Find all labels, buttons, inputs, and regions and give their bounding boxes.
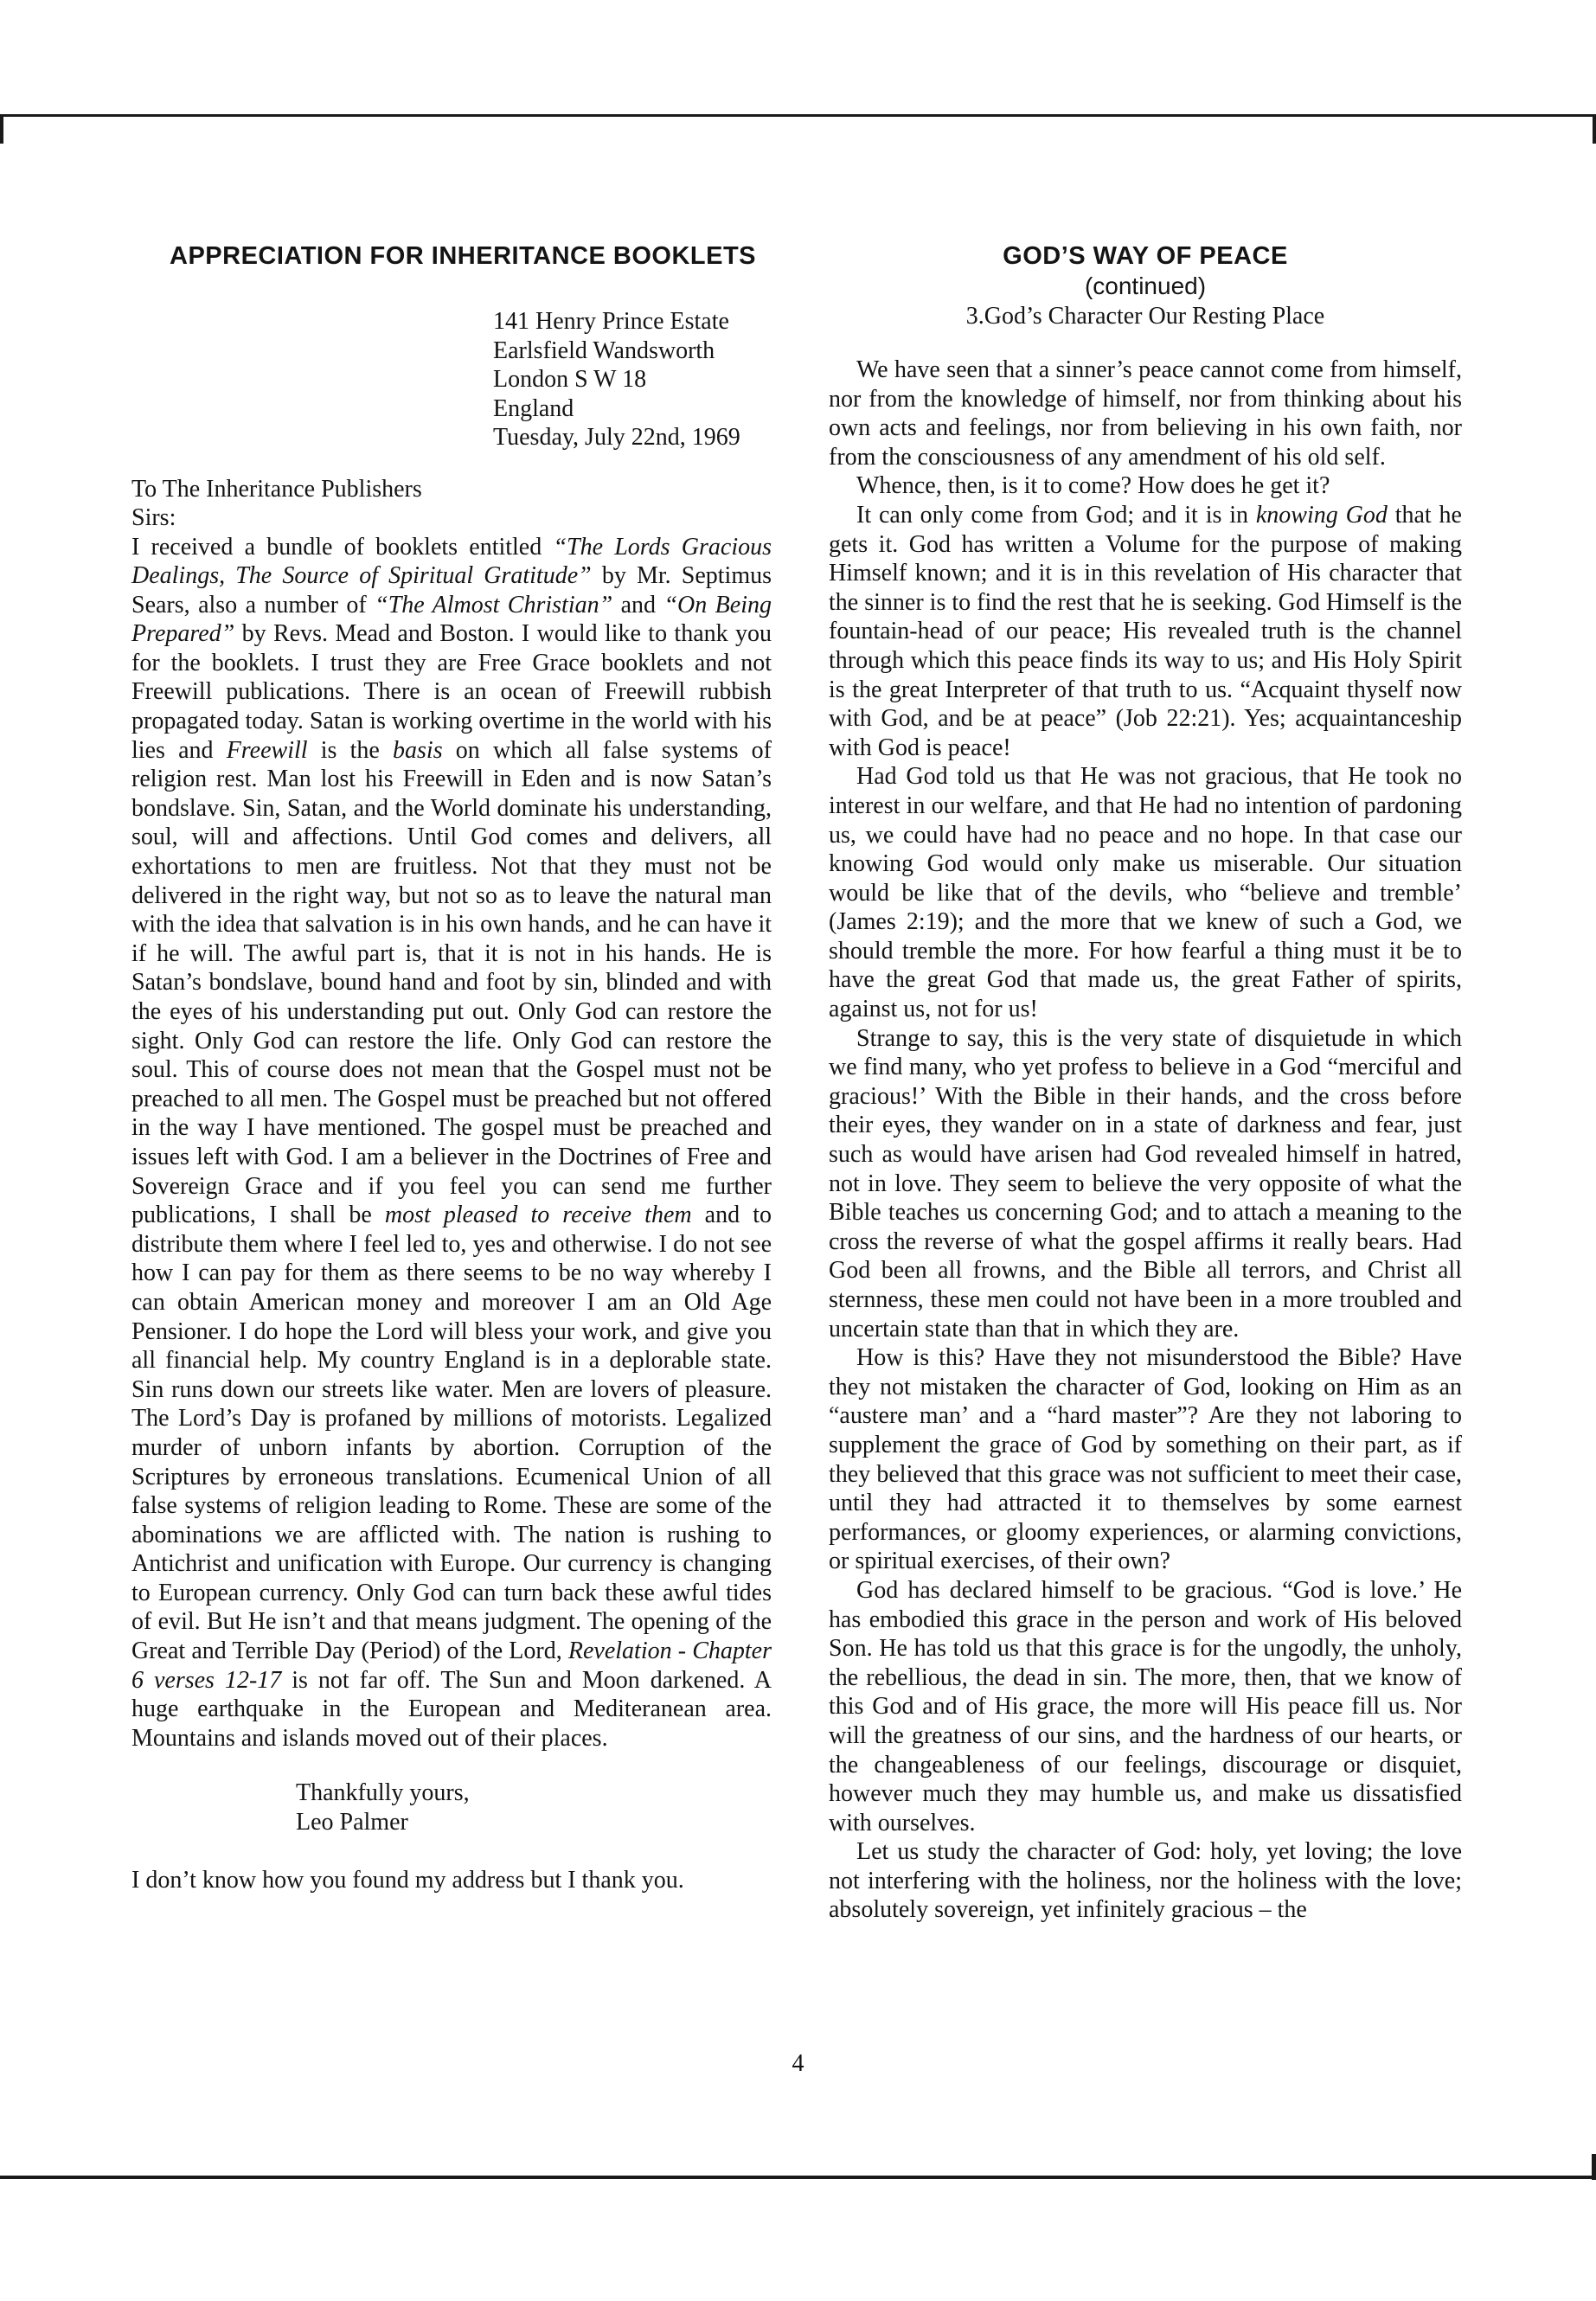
page-number: 4 [792,2050,804,2077]
closing [296,1779,772,1836]
letter-date: Tuesday, July 22nd, 1969 [493,424,740,451]
article-paragraph [829,1343,1462,1576]
text-run: God has declared himself to be gracious. “God is love.’ He has embodied this grace in the person and work of His beloved Son. He has told us that this grace is for the ungodly, the unholy, the rebellious, the dead in sin. The more, then, that we know of this God and of His grace, the more will His peace fill us. Nor will the greatness of our sins, and the hardness of our hearts, or the changeableness of our feelings, discourage or disquiet, however much they may humble us, and make us dissatisfied with ourselves. [829,1576,1462,1836]
article-paragraph [829,501,1462,762]
text-run: Let us study the character of God: holy, yet loving; the love not interfering with the holiness, nor the holiness with the love; absolutely sovereign, yet infinitely gracious – the [829,1838,1462,1924]
text-run: Had God told us that He was not gracious, that He took no interest in our welfare, and that He had no intention of pardoning us, we could have had no peace and no hope. In that case our knowing God would only make us miserable. Our situation would be like that of the devils, who “believe and tremble’ (James 2:19); and the more that we knew of such a God, we should tremble the more. For how fearful a thing must it be to have the great God that made us, the great Father of spirits, against us, not for us! [829,763,1462,1023]
top-right-corner-mark [1593,114,1596,144]
text-run: is the [307,736,394,764]
left-column [131,242,772,1895]
bottom-rule [0,2176,1596,2179]
article-heading: GOD’S WAY OF PEACE [1003,242,1288,270]
address-line: Earlsfield Wandsworth [493,336,715,364]
bottom-right-corner-mark [1592,2154,1596,2180]
address-line: England [493,394,574,422]
address-line: London S W 18 [493,366,647,393]
article-paragraph [829,762,1462,1023]
text-run: is not far off. The Sun and Moon darkened. A huge earthquake in the European and Mediteranean area. Mountains and islands moved out of their places. [131,1666,772,1752]
italic-text: most pleased to receive them [384,1202,692,1229]
text-run: and [612,591,664,619]
italic-text: “On Being Prepared” [131,591,772,648]
text-run: that he gets it. God has written a Volume for the purpose of making Himself known; and it is in this revelation of His character that the sinner is to find the rest that he is seeking. God Himself is the fountain-head of our peace; His revealed truth is the channel through which this peace finds its way to us; and His Holy Spirit is the great Interpreter of that truth to us. “Acquaint thyself now with God, and be at peace” (Job 22:21). Yes; acquaintanceship with God is peace! [829,501,1462,761]
closing-phrase: Thankfully yours, [296,1779,470,1807]
sender-address [493,307,772,452]
postscript: I don’t know how you found my address but I thank you. [131,1867,684,1894]
article-paragraph [829,471,1462,501]
italic-text: basis [393,736,443,764]
article-body [829,356,1462,1925]
italic-text: “The Lords Gracious Dealings, The Source of Spiritual Gratitude” [131,533,772,590]
text-run: by Mr. Septimus Sears, also a number of [131,562,772,619]
greeting: Sirs: [131,504,176,531]
article-paragraph [829,1576,1462,1837]
text-run: by Revs. Mead and Boston. I would like to thank you for the booklets. I trust they are Free Grace booklets and not Freewill publications. There is an ocean of Freewill rubbish propagated today. Satan is working overtime in the world with his lies and [131,620,772,764]
text-run: on which all false systems of religion rest. Man lost his Freewill in Eden and is now Satan’s bondslave. Sin, Satan, and the World dominate his understanding, soul, will and affections. Until God comes and delivers, all exhortations to men are fruitless. Not that they must not be delivered in the right way, but not so as to leave the natural man with the idea that salvation is in his own hands, and he can have it if he will. The awful part is, that it is not in his hands. He is Satan’s bondslave, bound hand and foot by sin, blinded and with the eyes of his understanding put out. Only God can restore the sight. Only God can restore the life. Only God can restore the soul. This of course does not mean that the Gospel must not be preached to all men. The Gospel must be preached but not offered in the way I have mentioned. The gospel must be preached and issues left with God. I am a believer in the Doctrines of Free and Sovereign Grace and if you feel you can send me further publications, I shall be [131,736,772,1229]
text-run: I received a bundle of booklets entitled [131,533,554,561]
text-run: and to distribute them where I feel led to, yes and otherwise. I do not see how I can pay for them as there seems to be no way whereby I can obtain American money and moreover I am an Old Age Pensioner. I do hope the Lord will bless your work, and give you all financial help. My country England is in a deplorable state. Sin runs down our streets like water. Men are lovers of pleasure. The Lord’s Day is profaned by millions of motorists. Legalized murder of unborn infants by abortion. Corruption of the Scriptures by erroneous translations. Ecumenical Union of all false systems of religion leading to Rome. These are some of the abominations we are afflicted with. The nation is rushing to Antichrist and unification with Europe. Our currency is changing to European currency. Only God can turn back these awful tides of evil. But He isn’t and that means judgment. The opening of the Great and Terrible Day (Period) of the Lord, [131,1202,772,1665]
italic-text: “The Almost Christian” [375,591,613,619]
article-paragraph [829,1837,1462,1925]
salutation [131,475,772,533]
text-run: How is this? Have they not misunderstood the Bible? Have they not mistaken the character of God, looking on Him as an “austere man’ and a “hard master”? Are they not laboring to supplement the grace of God by something on their part, as if they believed that this grace was not sufficient to meet their case, until they had attracted it to themselves by some earnest performances, or gloomy experiences, or alarming convictions, or spiritual exercises, of their own? [829,1344,1462,1575]
letter-body [131,533,772,1753]
article-paragraph [829,356,1462,471]
italic-text: knowing God [1255,501,1388,529]
text-run: We have seen that a sinner’s peace cannot come from himself, nor from the knowledge of himself, nor from thinking about his own acts and feelings, nor from believing in his own faith, nor from the consciousness of any amendment of his old self. [829,356,1462,471]
continued-note: (continued) [1084,272,1207,299]
top-left-corner-mark [0,114,3,144]
address-line: 141 Henry Prince Estate [493,308,729,335]
recipient: To The Inheritance Publishers [131,475,422,503]
top-rule [0,114,1596,117]
signature-name: Leo Palmer [296,1808,408,1836]
text-run: It can only come from God; and it is in [856,501,1256,529]
italic-text: Revelation - Chapter 6 verses 12-17 [131,1638,772,1694]
text-run: Strange to say, this is the very state of disquietude in which we find many, who yet profess to believe in a God “merciful and gracious!’ With the Bible in their hands, and the cross before their eyes, they wander on in a state of darkness and fear, just such as would have arisen had God revealed himself in hatred, not in love. They seem to believe the very opposite of what the Bible teaches us concerning God; and to attach a meaning to the cross the reverse of what the gospel affirms it really bears. Had God been all frowns, and the Bible all terrors, and Christ all sternness, these men could not have been in a more troubled and uncertain state than that in which they are. [829,1024,1462,1343]
text-run: Whence, then, is it to come? How does he get it? [856,472,1330,500]
italic-text: Freewill [226,736,308,764]
section-title: 3.God’s Character Our Resting Place [965,303,1325,330]
article-paragraph [829,1024,1462,1344]
right-column [829,242,1462,1925]
letter-heading: APPRECIATION FOR INHERITANCE BOOKLETS [170,242,756,270]
